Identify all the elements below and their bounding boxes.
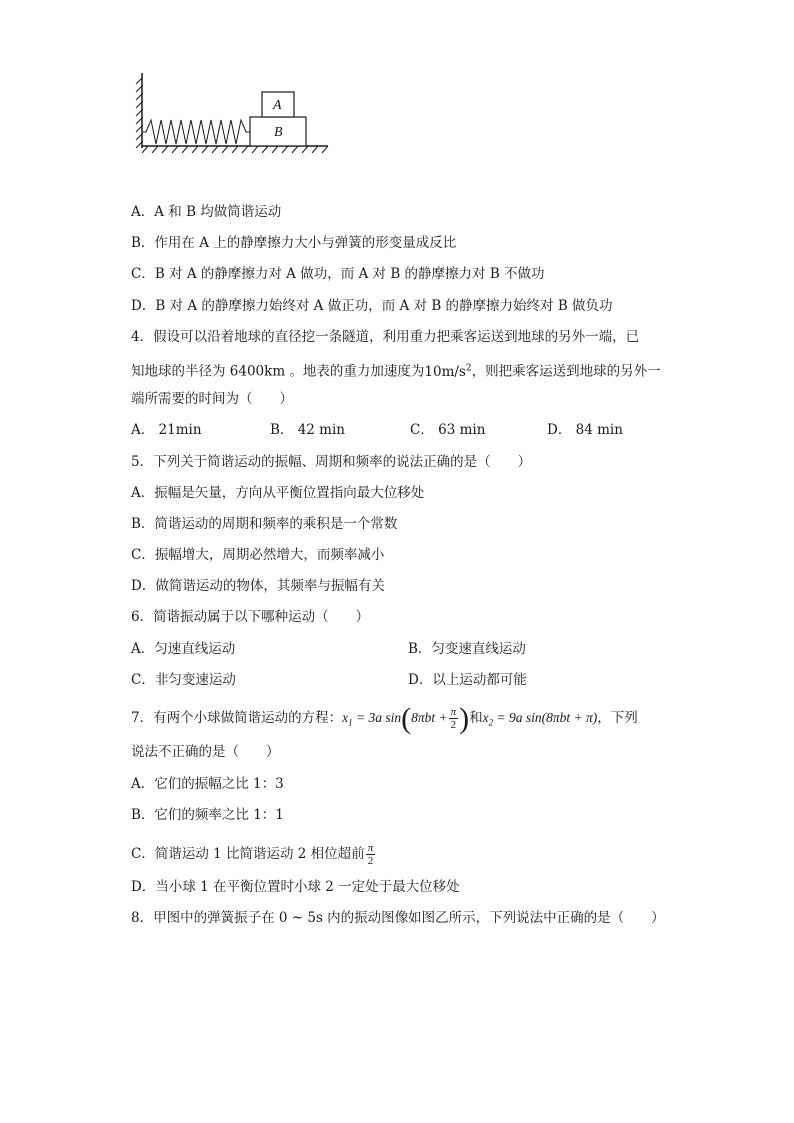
- q7-stem: [131, 701, 638, 737]
- q4-stem-line2: [131, 358, 661, 382]
- q4-stem-line3: 端所需要的时间为（ ）: [131, 391, 293, 407]
- q7-option-c-fraction: $\frac{\pi}{2}$: [367, 842, 374, 867]
- q4-option-b: B． 42 min: [270, 422, 345, 438]
- q4-option-d: D． 84 min: [547, 422, 623, 438]
- q7-stem-post: ，下列: [597, 710, 638, 726]
- q7-option-c: C．简谐运动 1 比简谐运动 2 相位超前 $\frac{\pi}{2}$: [131, 842, 374, 867]
- q5-option-c: C．振幅增大，周期必然增大，而频率减小: [131, 547, 385, 563]
- q4-stem-line2-pre: 知地球的半径为 6400km 。地表的重力加速度为: [131, 363, 425, 380]
- q4-option-a: A． 21min: [131, 422, 202, 438]
- q3-option-c: C．B 对 A 的静摩擦力对 A 做功，而 A 对 B 的静摩擦力对 B 不做功: [131, 266, 545, 282]
- q6-option-d: D．以上运动都可能: [408, 672, 527, 688]
- spring: [142, 120, 250, 144]
- q6-row2: [131, 670, 527, 690]
- q5-option-a: A．振幅是矢量，方向从平衡位置指向最大位移处: [131, 485, 425, 501]
- q7-option-b: B．它们的频率之比 1：1: [131, 807, 284, 823]
- q4-gravity-value: $10m/s^2$: [424, 363, 472, 380]
- q7-stem-and: 和: [469, 710, 483, 726]
- q6-row1: [131, 639, 526, 659]
- q6-option-a: A．匀速直线运动: [131, 641, 236, 657]
- q3-option-a: A．A 和 B 均做简谐运动: [131, 204, 282, 220]
- q7-option-d: D．当小球 1 在平衡位置时小球 2 一定处于最大位移处: [131, 879, 460, 895]
- q3-option-d: D．B 对 A 的静摩擦力始终对 A 做正功，而 A 对 B 的静摩擦力始终对 B 做负功: [131, 298, 613, 314]
- block-b-label: B: [274, 125, 283, 140]
- q5-stem: 5．下列关于简谐运动的振幅、周期和频率的说法正确的是（ ）: [131, 454, 532, 470]
- q7-equation-1: $x_1 = 3a$ sin(8πbt + $\frac{\pi}{2}$ ): [342, 701, 470, 735]
- q6-option-b: B．匀变速直线运动: [408, 641, 526, 657]
- q7-stem-pre: 7．有两个小球做简谐运动的方程：: [131, 710, 343, 726]
- q8-stem: 8．甲图中的弹簧振子在 0 ~ 5s 内的振动图像如图乙所示，下列说法中正确的是（ ）: [131, 910, 665, 926]
- q4-stem-line2-post: ，则把乘客运送到地球的另外一: [471, 363, 661, 380]
- q5-option-d: D．做简谐运动的物体，其频率与振幅有关: [131, 578, 385, 594]
- q6-stem: 6．简谐振动属于以下哪种运动（ ）: [131, 609, 370, 625]
- q6-option-c: C．非匀变速运动: [131, 672, 236, 688]
- block-a-label: A: [273, 98, 282, 113]
- spring-block-figure: [130, 68, 340, 158]
- q7-stem-line2: 说法不正确的是（ ）: [131, 744, 280, 760]
- q7-equation-2: $x_2 = 9a$ sin(8πbt + π): [482, 710, 598, 728]
- q4-option-c: C． 63 min: [410, 422, 486, 438]
- q5-option-b: B．简谐运动的周期和频率的乘积是一个常数: [131, 516, 398, 532]
- q4-stem-line1: 4．假设可以沿着地球的直径挖一条隧道，利用重力把乘客运送到地球的另外一端，已: [131, 329, 640, 345]
- q7-option-a: A．它们的振幅之比 1：3: [131, 776, 284, 792]
- q3-option-b: B．作用在 A 上的静摩擦力大小与弹簧的形变量成反比: [131, 235, 457, 251]
